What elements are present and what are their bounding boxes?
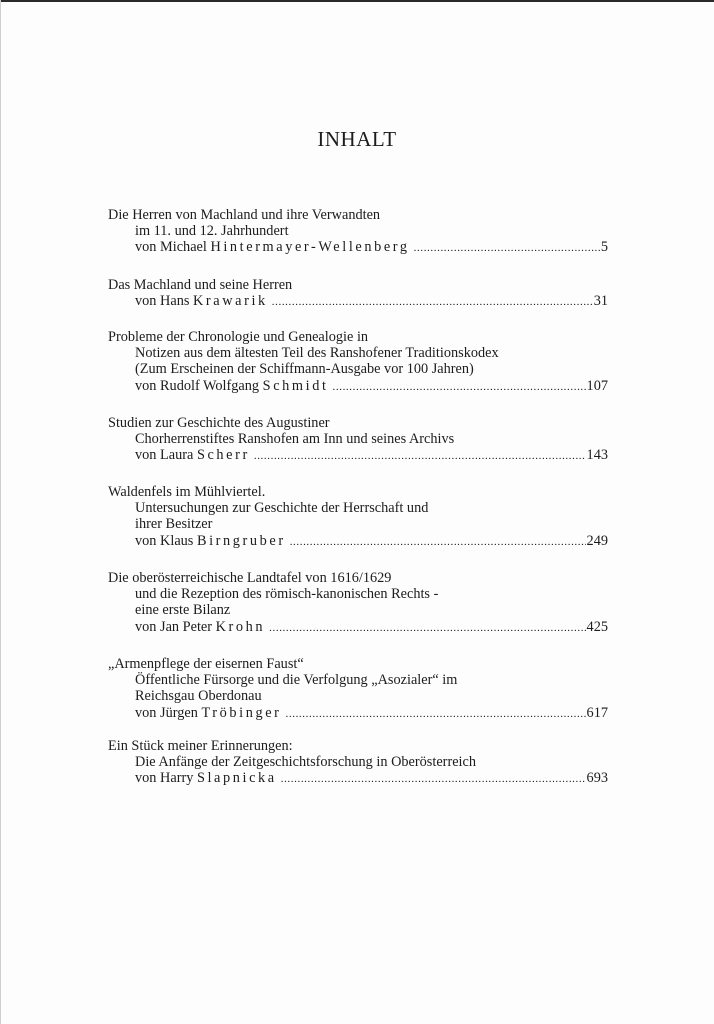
page-number: 31 <box>593 293 608 310</box>
entry-title-line: Die Herren von Machland und ihre Verwandten <box>108 207 381 223</box>
toc-entry <box>108 738 608 788</box>
toc-entry <box>108 484 608 550</box>
entry-title-line: Das Machland und seine Herren <box>108 277 293 293</box>
author-prefix: von Jürgen <box>135 704 202 721</box>
author-prefix: von Klaus <box>135 532 197 549</box>
author-surname: Scherr <box>196 447 250 464</box>
author-surname: Krawarik <box>192 293 268 310</box>
page-title: INHALT <box>317 127 397 151</box>
author-prefix: von Jan Peter <box>135 618 216 635</box>
dot-leader <box>333 379 586 395</box>
entry-author-line <box>108 770 608 787</box>
entry-author-line <box>108 239 608 256</box>
page-number: 617 <box>586 704 608 721</box>
entry-author-line <box>108 619 608 636</box>
dot-leader <box>269 620 585 636</box>
author-surname: Krohn <box>215 618 266 635</box>
toc-entry <box>108 207 608 257</box>
entry-author-line <box>108 705 608 722</box>
entry-title-line: eine erste Bilanz <box>135 602 231 619</box>
page-number: 249 <box>586 532 608 549</box>
page-number: 425 <box>586 618 608 635</box>
entry-title-line: Die Anfänge der Zeitgeschichtsforschung in Oberösterreich <box>135 754 477 771</box>
entry-title-line: Ein Stück meiner Erinnerungen: <box>108 738 293 754</box>
toc-entry <box>108 656 608 722</box>
toc-entry <box>108 415 608 465</box>
entry-title-line: Chorherrenstiftes Ranshofen am Inn und seines Archivs <box>135 431 455 448</box>
toc-entry <box>108 329 608 395</box>
page-number: 5 <box>600 239 608 256</box>
entry-title-line: und die Rezeption des römisch-kanonischen Rechts - <box>135 586 439 603</box>
entry-title-line: Die oberösterreichische Landtafel von 1616/1629 <box>108 570 392 586</box>
author-surname: Schmidt <box>262 377 329 394</box>
entry-title-line: Probleme der Chronologie und Genealogie in <box>108 329 369 345</box>
entry-author-line <box>108 378 608 395</box>
author-prefix: von Laura <box>135 447 197 464</box>
page-edge-left <box>0 0 1 1024</box>
dot-leader <box>272 294 593 310</box>
author-prefix: von Rudolf Wolfgang <box>135 377 263 394</box>
author-surname: Slapnicka <box>196 770 277 787</box>
entry-author-line <box>108 293 608 310</box>
author-prefix: von Michael <box>135 239 211 256</box>
toc-entry <box>108 570 608 636</box>
author-surname: Birngruber <box>196 532 286 549</box>
entry-title-line: (Zum Erscheinen der Schiffmann-Ausgabe vor 100 Jahren) <box>135 361 474 378</box>
toc-entry <box>108 277 608 310</box>
author-prefix: von Hans <box>135 293 193 310</box>
table-of-contents <box>108 207 608 787</box>
author-prefix: von Harry <box>135 770 197 787</box>
dot-leader <box>290 534 586 550</box>
page-number: 107 <box>586 377 608 394</box>
dot-leader <box>254 448 586 464</box>
dot-leader <box>281 771 586 787</box>
page-number: 143 <box>586 447 608 464</box>
entry-title-line: „Armenpflege der eisernen Faust“ <box>108 656 304 672</box>
entry-title-line: Waldenfels im Mühlviertel. <box>108 484 266 500</box>
author-surname: Hintermayer-Wellenberg <box>210 239 410 256</box>
entry-title-line: Notizen aus dem ältesten Teil des Ranshofener Traditionskodex <box>135 345 499 362</box>
entry-title-line: Öffentliche Fürsorge und die Verfolgung „Asozialer“ im <box>135 672 458 689</box>
dot-leader <box>414 240 600 256</box>
entry-title-line: ihrer Besitzer <box>135 516 213 533</box>
entry-title-line: im 11. und 12. Jahrhundert <box>135 223 289 240</box>
dot-leader <box>286 706 586 722</box>
entry-title-line: Reichsgau Oberdonau <box>135 688 262 705</box>
page-number: 693 <box>586 770 608 787</box>
entry-author-line <box>108 533 608 550</box>
author-surname: Tröbinger <box>201 704 282 721</box>
entry-title-line: Studien zur Geschichte des Augustiner <box>108 415 330 431</box>
entry-author-line <box>108 447 608 464</box>
entry-title-line: Untersuchungen zur Geschichte der Herrschaft und <box>135 500 429 517</box>
page-edge-top <box>0 0 714 2</box>
